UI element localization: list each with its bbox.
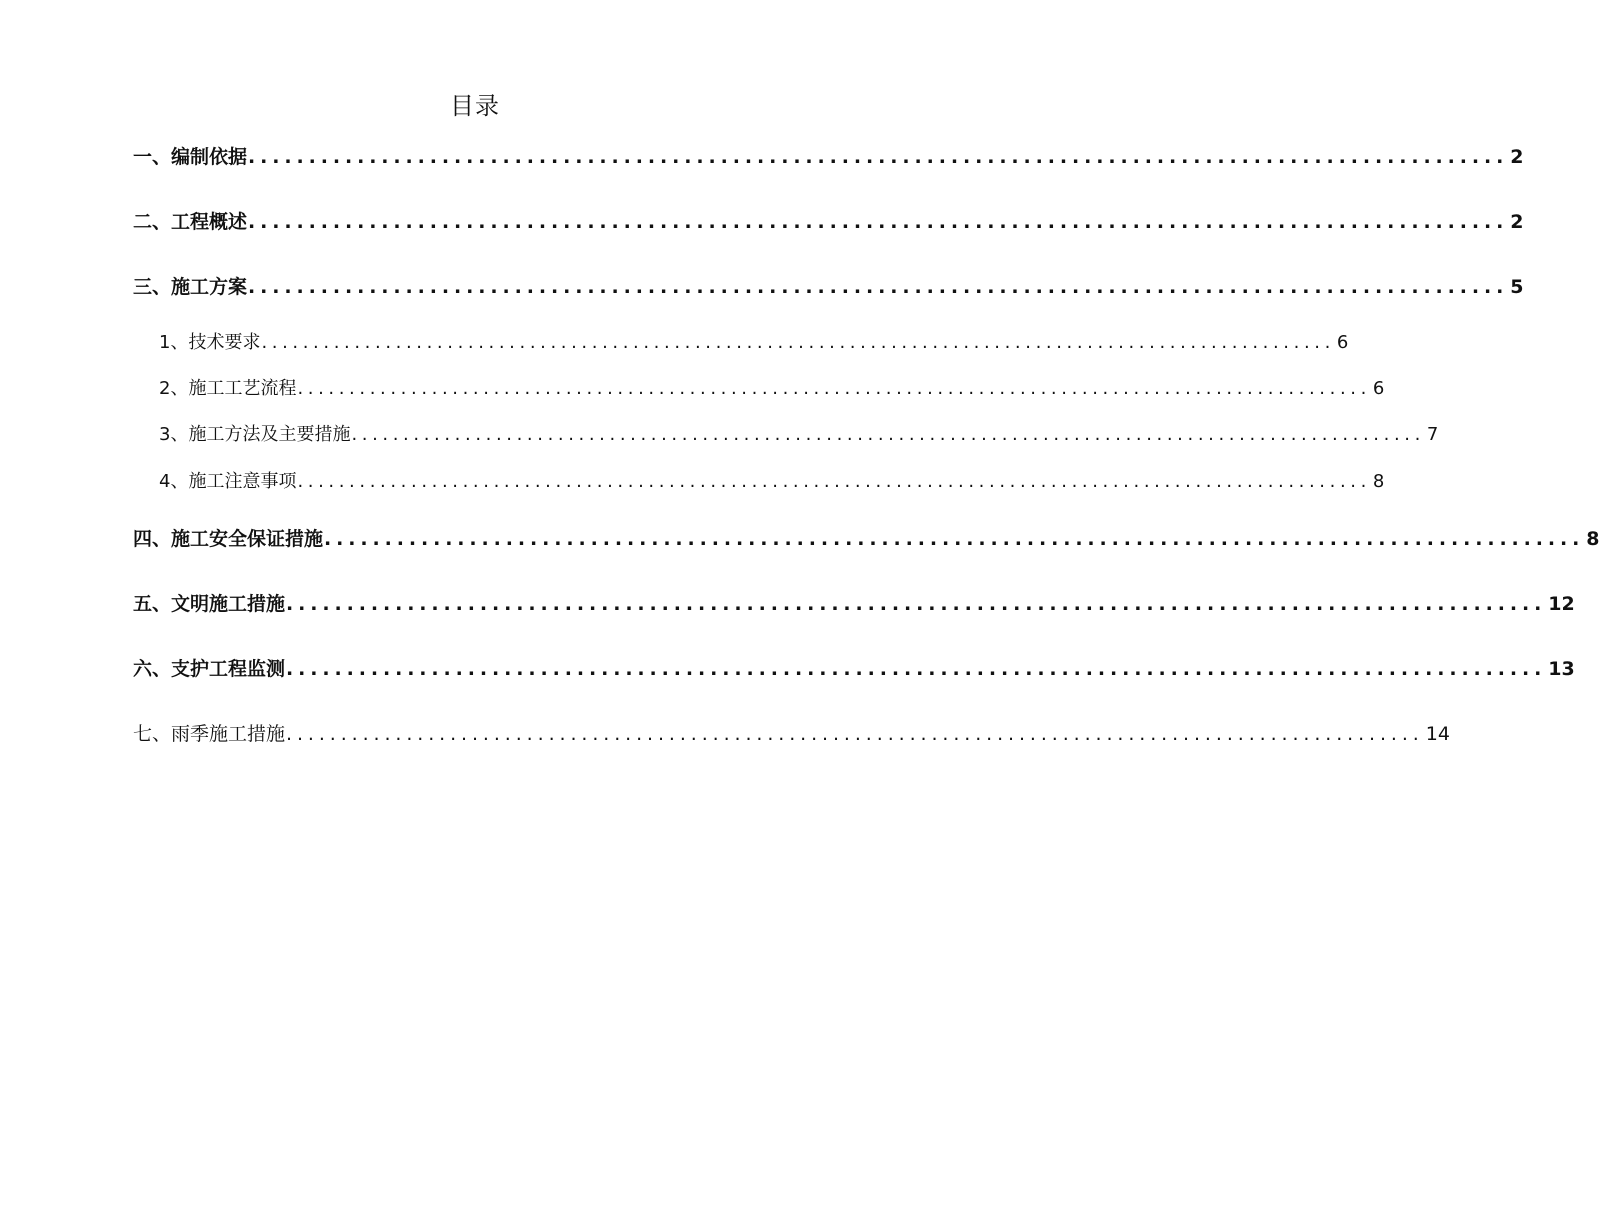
toc-entry-label: 六、支护工程监测 bbox=[133, 658, 286, 680]
toc-dot-leader: ........................................................................................................ bbox=[297, 471, 1371, 492]
toc-entry-subsection-3-3[interactable] bbox=[133, 422, 1439, 448]
toc-entry-subsection-3-2[interactable] bbox=[133, 376, 1385, 402]
toc-dot-leader: ........................................................................................................ bbox=[248, 211, 1509, 233]
toc-entry-section-2[interactable] bbox=[133, 209, 1524, 235]
toc-entry-label: 3、施工方法及主要措施 bbox=[159, 424, 351, 445]
toc-entry-section-1[interactable] bbox=[133, 144, 1524, 170]
toc-page-number: 8 bbox=[1586, 528, 1600, 550]
toc-entry-label: 4、施工注意事项 bbox=[159, 471, 297, 492]
toc-entry-label: 1、技术要求 bbox=[159, 332, 261, 353]
toc-page-number: 12 bbox=[1548, 593, 1575, 615]
toc-page-number: 6 bbox=[1372, 378, 1385, 399]
toc-page-number: 7 bbox=[1426, 424, 1439, 445]
toc-dot-leader: ........................................................................................................ bbox=[351, 424, 1425, 445]
toc-dot-leader: ........................................................................................................ bbox=[286, 593, 1547, 615]
toc-page-number: 13 bbox=[1548, 658, 1575, 680]
toc-dot-leader: ........................................................................................................ bbox=[248, 276, 1509, 298]
toc-entry-label: 三、施工方案 bbox=[133, 276, 248, 298]
toc-dot-leader: ........................................................................................................ bbox=[297, 378, 1371, 399]
toc-page-number: 2 bbox=[1510, 211, 1524, 233]
toc-entry-label: 七、雨季施工措施 bbox=[133, 723, 286, 745]
toc-page-number: 8 bbox=[1372, 471, 1385, 492]
toc-entry-label: 四、施工安全保证措施 bbox=[133, 528, 324, 550]
toc-entry-section-3[interactable] bbox=[133, 274, 1524, 300]
toc-dot-leader: ........................................................................................................ bbox=[286, 723, 1424, 745]
toc-entry-section-5[interactable] bbox=[133, 591, 1575, 617]
toc-dot-leader: ........................................................................................................ bbox=[324, 528, 1585, 550]
toc-entry-subsection-3-4[interactable] bbox=[133, 469, 1385, 495]
toc-page-number: 14 bbox=[1425, 723, 1450, 745]
toc-dot-leader: ........................................................................................................ bbox=[248, 146, 1509, 168]
toc-entry-label: 2、施工工艺流程 bbox=[159, 378, 297, 399]
toc-dot-leader: ........................................................................................................ bbox=[286, 658, 1547, 680]
toc-entry-label: 二、工程概述 bbox=[133, 211, 248, 233]
toc-entry-subsection-3-1[interactable] bbox=[133, 330, 1349, 356]
toc-page-number: 5 bbox=[1510, 276, 1524, 298]
toc-entry-label: 五、文明施工措施 bbox=[133, 593, 286, 615]
table-of-contents bbox=[133, 0, 1600, 1230]
toc-entry-label: 一、编制依据 bbox=[133, 146, 248, 168]
toc-entry-section-6[interactable] bbox=[133, 656, 1575, 682]
toc-page-number: 6 bbox=[1336, 332, 1349, 353]
toc-entry-section-4[interactable] bbox=[133, 526, 1600, 552]
page-title: 目录 bbox=[450, 92, 500, 120]
toc-entry-section-7[interactable] bbox=[133, 721, 1450, 747]
toc-dot-leader: ........................................................................................................ bbox=[261, 332, 1335, 353]
toc-page-number: 2 bbox=[1510, 146, 1524, 168]
